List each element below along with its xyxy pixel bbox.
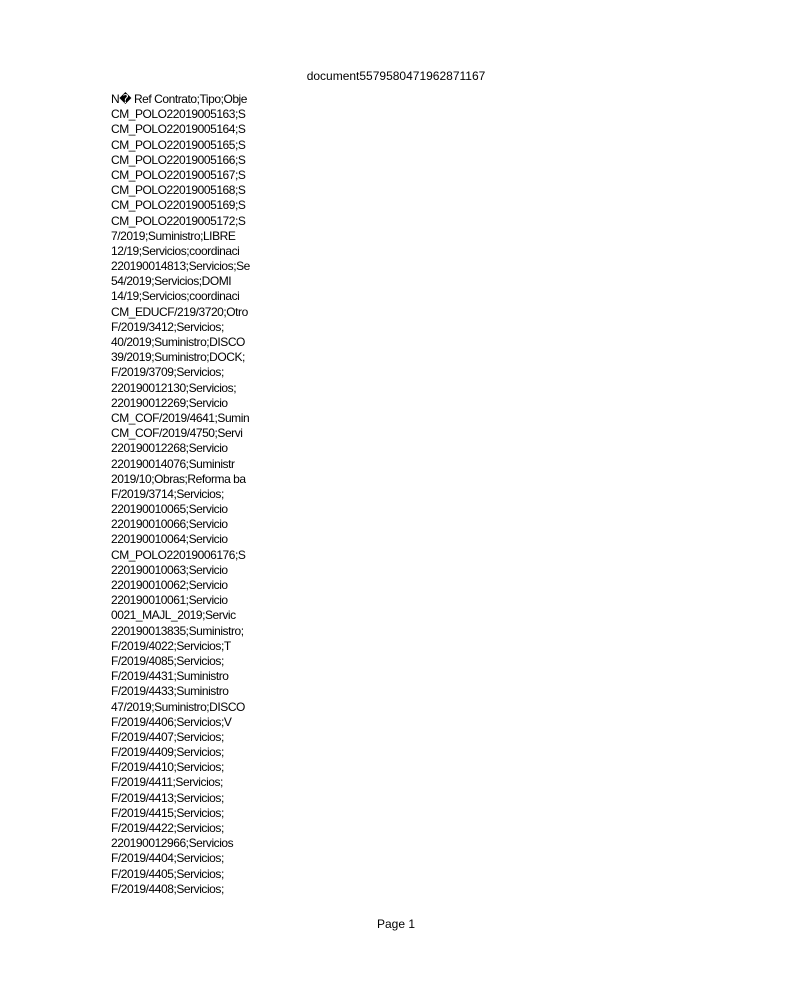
- data-cell: 220190012966;Servicios: [111, 836, 234, 851]
- data-cell: CM_POLO22019005168;S: [111, 183, 246, 198]
- data-cell: 220190012130;Servicios;: [111, 380, 237, 395]
- data-cell: CM_POLO22019005169;S: [111, 198, 246, 213]
- data-cell: 54/2019;Servicios;DOMI: [111, 274, 232, 289]
- data-cell: F/2019/4431;Suministro: [111, 669, 229, 684]
- data-cell: 220190010066;Servicio: [111, 517, 228, 532]
- data-cell: F/2019/4407;Servicios;: [111, 729, 224, 744]
- data-cell: F/2019/4415;Servicios;: [111, 805, 224, 820]
- data-cell: 12/19;Servicios;coordinaci: [111, 243, 240, 258]
- data-cell: F/2019/4022;Servicios;T: [111, 638, 231, 653]
- page-footer-number: Page 1: [376, 917, 416, 931]
- data-cell: 47/2019;Suministro;DISCO: [111, 699, 245, 714]
- data-cell: F/2019/4406;Servicios;V: [111, 714, 232, 729]
- data-cell: F/2019/4404;Servicios;: [111, 851, 224, 866]
- data-cell: 220190010061;Servicio: [111, 593, 228, 608]
- data-cell: CM_POLO22019005167;S: [111, 167, 246, 182]
- data-cell: 220190010063;Servicio: [111, 562, 228, 577]
- data-cell: F/2019/4433;Suministro: [111, 684, 229, 699]
- data-cell: CM_COF/2019/4750;Servi: [111, 426, 243, 441]
- data-cell: CM_POLO22019005172;S: [111, 213, 246, 228]
- data-cell: F/2019/4408;Servicios;: [111, 881, 224, 896]
- data-cell: F/2019/4085;Servicios;: [111, 653, 224, 668]
- data-cell: 14/19;Servicios;coordinaci: [111, 289, 240, 304]
- data-cell: F/2019/4422;Servicios;: [111, 821, 224, 835]
- data-cell: 220190013835;Suministro;: [111, 623, 244, 638]
- data-cell: 220190012268;Servicio: [111, 441, 228, 456]
- data-cell: 220190010064;Servicio: [111, 532, 228, 547]
- data-cell: F/2019/4409;Servicios;: [111, 745, 224, 760]
- data-cell: F/2019/3709;Servicios;: [111, 365, 224, 380]
- data-cell: 220190014813;Servicios;Se: [111, 259, 250, 274]
- data-cell: 220190012269;Servicio: [111, 395, 228, 410]
- data-cell: F/2019/4410;Servicios;: [111, 760, 224, 775]
- spreadsheet-column: [111, 92, 256, 897]
- header-cell: N� Ref Contrato;Tipo;Obje: [111, 92, 248, 106]
- data-cell: 0021_MAJL_2019;Servic: [111, 608, 236, 623]
- data-cell: CM_POLO22019005164;S: [111, 122, 246, 137]
- data-cell: F/2019/4413;Servicios;: [111, 790, 224, 805]
- data-cell: F/2019/3714;Servicios;: [111, 486, 224, 501]
- data-cell: CM_POLO22019005166;S: [111, 152, 246, 167]
- page-header-title: document5579580471962871167: [306, 69, 486, 83]
- data-cell: CM_EDUCF/219/3720;Otro: [111, 304, 248, 319]
- data-cell: F/2019/3412;Servicios;: [111, 319, 224, 334]
- data-cell: 220190014076;Suministr: [111, 456, 235, 471]
- data-cell: 40/2019;Suministro;DISCO: [111, 335, 245, 349]
- data-cell: CM_COF/2019/4641;Sumin: [111, 410, 250, 425]
- data-cell: F/2019/4411;Servicios;: [111, 775, 223, 790]
- data-cell: 220190010065;Servicio: [111, 502, 228, 517]
- data-cell: 220190010062;Servicio: [111, 578, 228, 592]
- data-cell: 7/2019;Suministro;LIBRE: [111, 228, 236, 243]
- data-cell: CM_POLO22019006176;S: [111, 547, 246, 562]
- data-cell: 39/2019;Suministro;DOCK;: [111, 350, 245, 365]
- data-cell: F/2019/4405;Servicios;: [111, 866, 224, 881]
- data-cell: CM_POLO22019005163;S: [111, 107, 246, 122]
- data-cell: 2019/10;Obras;Reforma ba: [111, 471, 246, 486]
- data-cell: CM_POLO22019005165;S: [111, 137, 246, 152]
